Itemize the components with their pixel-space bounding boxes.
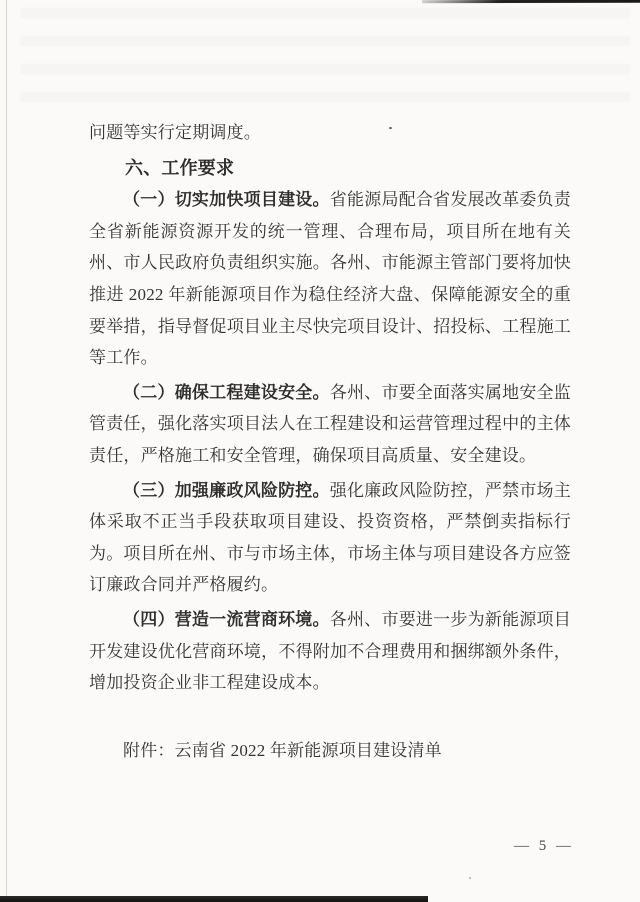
- paragraph-2: [89, 377, 571, 472]
- scan-edge-bottom: [0, 896, 428, 902]
- page-number: — 5 —: [514, 838, 574, 854]
- paragraph-4-text: 各州、市要进一步为新能源项目开发建设优化营商环境，不得附加不合理费用和捆绑额外条件，增加投资企业非工程建设成本。: [89, 609, 571, 693]
- scan-edge-top: [422, 0, 640, 3]
- document-body: [89, 117, 571, 766]
- ink-speck: [469, 877, 471, 879]
- paragraph-4: [89, 604, 571, 699]
- paragraph-1-text: 省能源局配合省发展改革委负责全省新能源资源开发的统一管理、合理布局，项目所在地有关州、市人民政府负责组织实施。各州、市能源主管部门要将加快推进 2022 年新能源项目作为稳住经济大盘、保障能源安全的重要举措，指导督促项目业主尽快完项目设计、招投标、工程施工等工作。: [89, 190, 571, 368]
- paragraph-3-lead: （三）加强廉政风险防控。: [123, 480, 330, 500]
- paragraph-2-lead: （二）确保工程建设安全。: [123, 382, 330, 402]
- paragraph-4-lead: （四）营造一流营商环境。: [123, 609, 330, 629]
- page-bleedthrough-texture: [20, 8, 630, 108]
- paragraph-intro: 问题等实行定期调度。: [89, 123, 261, 142]
- paragraph-3: [89, 475, 571, 601]
- attachment-line: 附件：云南省 2022 年新能源项目建设清单: [123, 740, 442, 760]
- section-heading: 六、工作要求: [125, 157, 235, 178]
- paragraph-2-text: 各州、市要全面落实属地安全监管责任，强化落实项目法人在工程建设和运营管理过程中的主体责任，严格施工和安全管理，确保项目高质量、安全建设。: [89, 382, 571, 465]
- paragraph-3-text: 强化廉政风险防控，严禁市场主体采取不正当手段获取项目建设、投资资格，严禁倒卖指标行为。项目所在州、市与市场主体，市场主体与项目建设各方应签订廉政合同并严格履约。: [89, 480, 571, 595]
- paragraph-1-lead: （一）切实加快项目建设。: [123, 190, 330, 210]
- paragraph-1: [89, 184, 571, 374]
- scan-edge-left: [6, 0, 7, 902]
